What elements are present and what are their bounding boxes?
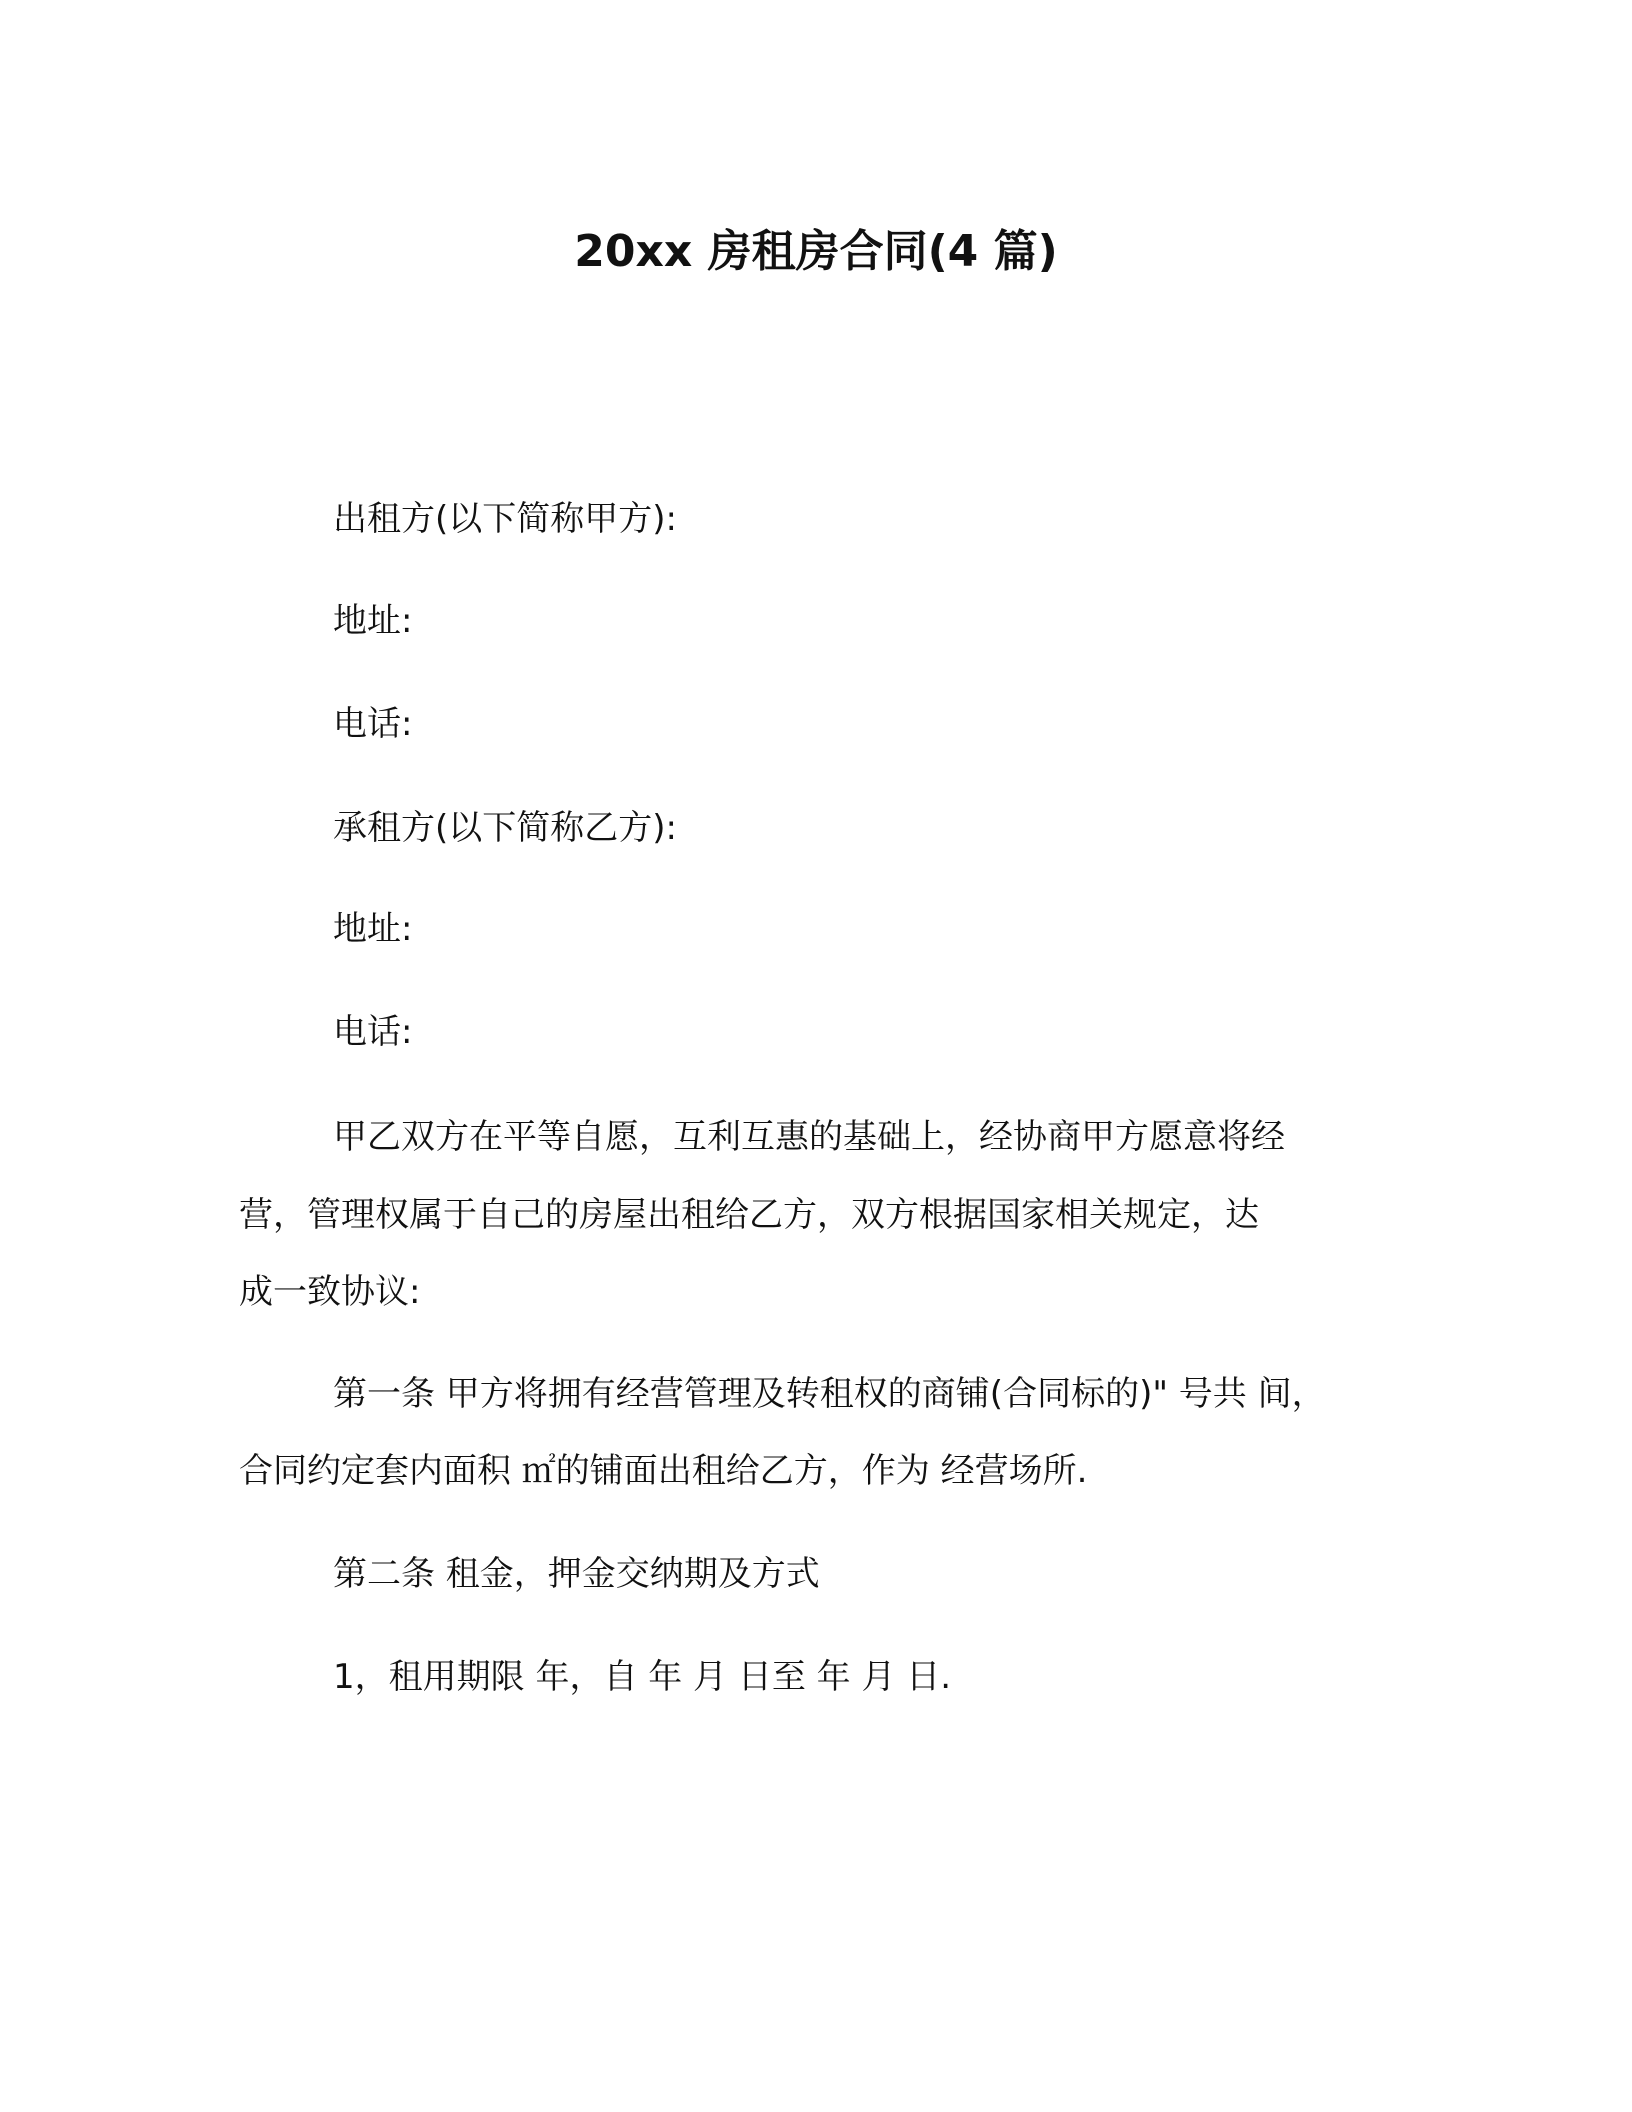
article2-heading: 第二条 租金，押金交纳期及方式 (333, 1554, 820, 1594)
lessee-label: 承租方(以下简称乙方): (333, 808, 677, 848)
article1-line-1: 第一条 甲方将拥有经营管理及转租权的商铺(合同标的)" 号共 间， (333, 1374, 1326, 1414)
article2-item-1: 1，租用期限 年，自 年 月 日至 年 月 日. (333, 1657, 952, 1697)
lessee-phone-label: 电话: (333, 1012, 413, 1052)
lessor-phone-label: 电话: (333, 704, 413, 744)
intro-paragraph-line-3: 成一致协议: (239, 1272, 421, 1312)
intro-paragraph-line-1: 甲乙双方在平等自愿，互利互惠的基础上，经协商甲方愿意将经 (333, 1117, 1285, 1157)
lessee-address-label: 地址: (333, 909, 413, 949)
lessor-address-label: 地址: (333, 601, 413, 641)
article1-line-2: 合同约定套内面积 ㎡的铺面出租给乙方，作为 经营场所. (239, 1451, 1088, 1491)
lessor-label: 出租方(以下简称甲方): (333, 499, 677, 539)
document-title: 20xx 房租房合同(4 篇) (574, 226, 1058, 277)
intro-paragraph-line-2: 营，管理权属于自己的房屋出租给乙方，双方根据国家相关规定，达 (239, 1195, 1259, 1235)
